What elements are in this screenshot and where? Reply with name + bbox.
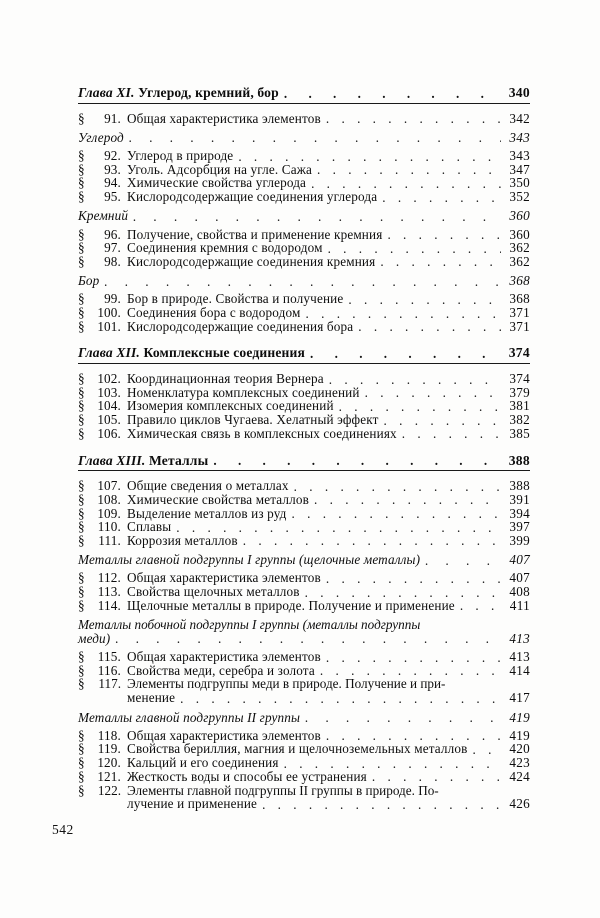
section-121-title: Жесткость воды и способы ее устранения: [127, 768, 367, 784]
section-sign-icon: §: [78, 782, 85, 798]
section-100-label: [78, 306, 301, 319]
section-118-label: [78, 729, 321, 742]
dot-leader: [425, 553, 501, 566]
section-105-title: Правило циклов Чугаева. Хелатный эффект: [127, 412, 379, 428]
group-bor-title: Бор: [78, 273, 100, 289]
chapter-xiii-prefix: Глава XIII.: [78, 452, 146, 468]
group-metally-glavnoy-1[interactable]: [78, 553, 530, 566]
section-92-label: [78, 149, 233, 162]
section-sign-icon: §: [78, 570, 85, 586]
section-102-title: Координационная теория Вернера: [127, 371, 324, 387]
section-sign-icon: §: [78, 425, 85, 441]
section-120-page-number: 423: [509, 755, 530, 771]
section-sign-icon: §: [78, 384, 85, 400]
dot-leader: [382, 190, 501, 203]
dot-leader: [294, 479, 501, 492]
group-metally-pobochnoy-1-line-1: Металлы побочной подгруппы I группы (металлы подгруппы: [78, 616, 421, 632]
section-96[interactable]: [78, 228, 530, 241]
section-110-label: [78, 520, 171, 533]
chapter-xi-prefix: Глава XI.: [78, 85, 135, 100]
section-116-title: Свойства меди, серебра и золота: [127, 662, 315, 678]
group-kremniy-title: Кремний: [78, 208, 129, 224]
section-120-number: 120.: [97, 755, 121, 771]
section-107-label: [78, 479, 289, 492]
section-sign-icon: §: [78, 110, 85, 126]
section-112[interactable]: [78, 571, 530, 584]
section-93-label: [78, 163, 312, 176]
section-104-label: [78, 399, 334, 412]
section-106[interactable]: [78, 427, 530, 440]
section-96-label: [78, 228, 382, 241]
section-sign-icon: §: [78, 491, 85, 507]
section-96-title: Получение, свойства и применение кремния: [127, 226, 383, 242]
section-109-page-number: 394: [509, 505, 530, 521]
dot-leader: [284, 86, 501, 100]
section-sign-icon: §: [78, 148, 85, 163]
section-sign-icon: §: [78, 676, 85, 692]
section-111-number: 111.: [98, 532, 121, 548]
dot-leader: [372, 770, 501, 783]
section-103-title: Номенклатура комплексных соединений: [127, 384, 360, 400]
section-116-page-number: 414: [509, 662, 530, 678]
section-117-number: 117.: [98, 676, 121, 692]
section-103-label: [78, 386, 360, 399]
dot-leader: [262, 797, 501, 810]
section-98-label: [78, 255, 375, 268]
section-sign-icon: §: [78, 532, 85, 548]
group-bor[interactable]: [78, 274, 530, 287]
section-102-label: [78, 372, 324, 385]
chapter-xi[interactable]: [78, 86, 530, 100]
dot-leader: [305, 585, 501, 598]
section-122-page-number: 426: [509, 796, 530, 812]
section-108-title: Химические свойства металлов: [127, 491, 309, 507]
dot-leader: [115, 632, 501, 645]
dot-leader: [104, 274, 501, 287]
section-117-title-part-2: менение: [127, 690, 176, 706]
group-kremniy[interactable]: [78, 209, 530, 222]
section-115-number: 115.: [97, 649, 121, 665]
dot-leader: [387, 228, 501, 241]
dot-leader: [402, 427, 501, 440]
dot-leader: [326, 112, 501, 125]
section-111-title: Коррозия металлов: [127, 532, 238, 548]
section-sign-icon: §: [78, 291, 85, 307]
section-94-title: Химические свойства углерода: [127, 175, 307, 191]
section-122-line-2-row: [78, 797, 530, 810]
chapter-xi-page-number: 340: [508, 85, 530, 100]
section-114-number: 114.: [97, 597, 121, 613]
section-106-page-number: 385: [509, 425, 530, 441]
section-sign-icon: §: [78, 175, 85, 191]
section-sign-icon: §: [78, 505, 85, 521]
section-104-page-number: 381: [509, 398, 530, 414]
section-98[interactable]: [78, 255, 530, 268]
dot-leader: [129, 131, 501, 144]
chapter-xii-prefix: Глава XII.: [78, 345, 140, 361]
section-119-page-number: 420: [509, 741, 530, 757]
section-121-number: 121.: [97, 768, 121, 784]
dot-leader: [384, 413, 501, 426]
section-121[interactable]: [78, 770, 530, 783]
chapter-xii-label: [78, 346, 305, 360]
section-109-label: [78, 507, 287, 520]
section-108[interactable]: [78, 493, 530, 506]
section-sign-icon: §: [78, 398, 85, 414]
section-105[interactable]: [78, 413, 530, 426]
section-99-page-number: 368: [509, 291, 530, 307]
section-103-page-number: 379: [509, 384, 530, 400]
section-98-title: Кислородсодержащие соединения кремния: [127, 253, 376, 269]
section-94-label: [78, 176, 306, 189]
section-111-page-number: 399: [509, 532, 530, 548]
section-97[interactable]: [78, 241, 530, 254]
section-sign-icon: §: [78, 240, 85, 256]
chapter-divider-rule: [78, 363, 530, 364]
section-103-number: 103.: [97, 384, 121, 400]
section-120-title: Кальций и его соединения: [127, 755, 279, 771]
section-97-number: 97.: [104, 240, 121, 256]
section-92[interactable]: [78, 149, 530, 162]
group-metally-glavnoy-1-title: Металлы главной подгруппы I группы (щелочные металлы): [78, 552, 421, 568]
dot-leader: [365, 386, 501, 399]
section-92-number: 92.: [104, 148, 121, 163]
section-117-page-number: 417: [509, 690, 530, 706]
section-97-label: [78, 241, 323, 254]
section-118-number: 118.: [97, 727, 121, 743]
dot-leader: [176, 520, 501, 533]
section-120-label: [78, 756, 279, 769]
section-101-label: [78, 320, 353, 333]
section-105-number: 105.: [97, 412, 121, 428]
section-sign-icon: §: [78, 253, 85, 269]
section-104-number: 104.: [97, 398, 121, 414]
section-116-label: [78, 664, 315, 677]
dot-leader: [310, 346, 501, 360]
section-91[interactable]: [78, 112, 530, 125]
section-93-title: Уголь. Адсорбция на угле. Сажа: [127, 161, 313, 177]
group-metally-glavnoy-2[interactable]: [78, 711, 530, 724]
section-112-title: Общая характеристика элементов: [127, 570, 321, 586]
group-kremniy-page-number: 360: [509, 208, 530, 224]
section-111-label: [78, 534, 238, 547]
section-sign-icon: §: [78, 649, 85, 665]
dot-leader: [243, 534, 501, 547]
section-117[interactable]: [78, 677, 530, 704]
chapter-divider-rule: [78, 470, 530, 471]
group-metally-glavnoy-2-title: Металлы главной подгруппы II группы: [78, 709, 301, 725]
section-118[interactable]: [78, 729, 530, 742]
section-112-label: [78, 571, 321, 584]
section-107-page-number: 388: [509, 478, 530, 494]
section-116-number: 116.: [97, 662, 121, 678]
section-115[interactable]: [78, 650, 530, 663]
section-95-page-number: 352: [509, 189, 530, 205]
section-99-label: [78, 292, 343, 305]
section-sign-icon: §: [78, 755, 85, 771]
dot-leader: [472, 742, 501, 755]
dot-leader: [238, 149, 501, 162]
section-115-title: Общая характеристика элементов: [127, 649, 321, 665]
dot-leader: [314, 493, 501, 506]
group-bor-page-number: 368: [509, 273, 530, 289]
group-metally-pobochnoy-1[interactable]: [78, 618, 530, 645]
dot-leader: [348, 292, 501, 305]
section-sign-icon: §: [78, 161, 85, 177]
dot-leader: [213, 454, 501, 468]
section-118-page-number: 419: [509, 727, 530, 743]
dot-leader: [358, 320, 501, 333]
section-107-number: 107.: [97, 478, 121, 494]
section-99[interactable]: [78, 292, 530, 305]
section-108-label: [78, 493, 309, 506]
section-104[interactable]: [78, 399, 530, 412]
dot-leader: [329, 372, 501, 385]
section-122-line-1: [78, 784, 530, 798]
section-94[interactable]: [78, 176, 530, 189]
section-103[interactable]: [78, 386, 530, 399]
section-94-number: 94.: [104, 175, 121, 191]
section-93-number: 93.: [104, 161, 121, 177]
section-93-page-number: 347: [509, 161, 530, 177]
section-sign-icon: §: [78, 226, 85, 242]
section-95-title: Кислородсодержащие соединения углерода: [127, 189, 378, 205]
section-96-page-number: 360: [509, 226, 530, 242]
section-106-label: [78, 427, 397, 440]
section-94-page-number: 350: [509, 175, 530, 191]
section-121-label: [78, 770, 367, 783]
section-111[interactable]: [78, 534, 530, 547]
group-metally-glavnoy-2-page-number: 419: [509, 709, 530, 725]
section-95-number: 95.: [104, 189, 121, 205]
section-96-number: 96.: [104, 226, 121, 242]
section-110-page-number: 397: [509, 519, 530, 535]
section-99-number: 99.: [104, 291, 121, 307]
table-of-contents: [78, 86, 530, 811]
chapter-xii-page-number: 374: [508, 345, 530, 361]
dot-leader: [180, 691, 501, 704]
dot-leader: [133, 209, 501, 222]
section-97-title: Соединения кремния с водородом: [127, 240, 323, 256]
chapter-divider-rule: [78, 103, 530, 104]
section-91-number: 91.: [104, 110, 121, 126]
section-117-line-2-row: [78, 691, 530, 704]
section-100-page-number: 371: [509, 305, 530, 321]
section-109[interactable]: [78, 507, 530, 520]
section-95-label: [78, 190, 377, 203]
section-113-page-number: 408: [509, 584, 530, 600]
dot-leader: [284, 756, 501, 769]
group-metally-pobochnoy-1-line-2-row: [78, 632, 530, 645]
section-106-title: Химическая связь в комплексных соединениях: [127, 425, 397, 441]
section-114-title: Щелочные металлы в природе. Получение и применение: [127, 597, 455, 613]
chapter-xiii-title: Металлы: [145, 452, 209, 468]
chapter-xii[interactable]: [78, 346, 530, 360]
dot-leader: [328, 241, 501, 254]
section-104-title: Изомерия комплексных соединений: [127, 398, 334, 414]
section-117-title-part-1: Элементы подгруппы меди в природе. Получение и при-: [127, 676, 446, 692]
section-101[interactable]: [78, 320, 530, 333]
section-102-page-number: 374: [509, 371, 530, 387]
section-sign-icon: §: [78, 371, 85, 387]
chapter-xiii-page-number: 388: [508, 452, 530, 468]
section-122-number: 122.: [97, 782, 121, 798]
section-93[interactable]: [78, 163, 530, 176]
section-sign-icon: §: [78, 412, 85, 428]
section-sign-icon: §: [78, 189, 85, 205]
section-117-line-1: [78, 677, 530, 691]
section-110[interactable]: [78, 520, 530, 533]
section-115-page-number: 413: [509, 649, 530, 665]
dot-leader: [326, 571, 501, 584]
dot-leader: [460, 599, 501, 612]
section-sign-icon: §: [78, 584, 85, 600]
dot-leader: [326, 729, 501, 742]
section-113-label: [78, 585, 300, 598]
section-122-title-part-1: Элементы главной подгруппы II группы в природе. По-: [127, 782, 439, 798]
section-91-label: [78, 112, 321, 125]
section-108-page-number: 391: [509, 491, 530, 507]
section-121-page-number: 424: [509, 768, 530, 784]
dot-leader: [380, 255, 501, 268]
dot-leader: [320, 664, 501, 677]
section-114-page-number: 411: [509, 597, 530, 613]
section-122-title-part-2: лучение и применение: [127, 796, 258, 812]
section-114[interactable]: [78, 599, 530, 612]
section-98-number: 98.: [104, 253, 121, 269]
section-105-label: [78, 413, 379, 426]
section-100-number: 100.: [97, 305, 121, 321]
section-120[interactable]: [78, 756, 530, 769]
section-119-title: Свойства бериллия, магния и щелочноземельных металлов: [127, 741, 468, 757]
section-sign-icon: §: [78, 597, 85, 613]
chapter-xii-title: Комплексные соединения: [139, 345, 305, 361]
section-110-title: Сплавы: [127, 519, 172, 535]
section-118-title: Общая характеристика элементов: [127, 727, 321, 743]
section-98-page-number: 362: [509, 253, 530, 269]
section-112-number: 112.: [97, 570, 121, 586]
dot-leader: [306, 306, 502, 319]
section-99-title: Бор в природе. Свойства и получение: [127, 291, 344, 307]
section-sign-icon: §: [78, 662, 85, 678]
chapter-xiii[interactable]: [78, 454, 530, 468]
section-101-number: 101.: [97, 318, 121, 334]
section-106-number: 106.: [97, 425, 121, 441]
section-sign-icon: §: [78, 478, 85, 494]
section-sign-icon: §: [78, 318, 85, 334]
section-92-page-number: 343: [509, 148, 530, 163]
group-metally-pobochnoy-1-line-2: меди): [78, 630, 111, 646]
section-108-number: 108.: [97, 491, 121, 507]
section-122[interactable]: [78, 784, 530, 811]
section-sign-icon: §: [78, 305, 85, 321]
section-110-number: 110.: [97, 519, 121, 535]
chapter-xi-title: Углерод, кремний, бор: [134, 85, 279, 100]
section-116[interactable]: [78, 664, 530, 677]
section-112-page-number: 407: [509, 570, 530, 586]
section-114-label: [78, 599, 455, 612]
section-100-title: Соединения бора с водородом: [127, 305, 301, 321]
dot-leader: [317, 163, 501, 176]
section-91-title: Общая характеристика элементов: [127, 110, 321, 126]
dot-leader: [326, 650, 501, 663]
section-sign-icon: §: [78, 768, 85, 784]
section-97-page-number: 362: [509, 240, 530, 256]
chapter-xiii-label: [78, 454, 208, 468]
section-113-number: 113.: [97, 584, 121, 600]
section-109-title: Выделение металлов из руд: [127, 505, 287, 521]
section-91-page-number: 342: [509, 110, 530, 126]
section-119-number: 119.: [97, 741, 121, 757]
section-95[interactable]: [78, 190, 530, 203]
section-sign-icon: §: [78, 519, 85, 535]
section-100[interactable]: [78, 306, 530, 319]
section-113[interactable]: [78, 585, 530, 598]
section-119-label: [78, 742, 467, 755]
section-115-label: [78, 650, 321, 663]
section-sign-icon: §: [78, 741, 85, 757]
section-102-number: 102.: [97, 371, 121, 387]
group-uglerod-page-number: 343: [509, 129, 530, 145]
section-119[interactable]: [78, 742, 530, 755]
dot-leader: [292, 507, 502, 520]
section-102[interactable]: [78, 372, 530, 385]
dot-leader: [305, 711, 501, 724]
group-metally-glavnoy-1-page-number: 407: [509, 552, 530, 568]
group-uglerod[interactable]: [78, 131, 530, 144]
group-uglerod-title: Углерод: [78, 129, 124, 145]
dot-leader: [311, 176, 501, 189]
group-metally-pobochnoy-1-page-number: 413: [509, 630, 530, 646]
chapter-xi-label: [78, 86, 279, 100]
section-107-title: Общие сведения о металлах: [127, 478, 289, 494]
section-101-title: Кислородсодержащие соединения бора: [127, 318, 354, 334]
dot-leader: [339, 399, 501, 412]
section-113-title: Свойства щелочных металлов: [127, 584, 300, 600]
section-92-title: Углерод в природе: [127, 148, 234, 163]
section-101-page-number: 371: [509, 318, 530, 334]
section-sign-icon: §: [78, 727, 85, 743]
section-109-number: 109.: [97, 505, 121, 521]
section-105-page-number: 382: [509, 412, 530, 428]
page-folio: 542: [52, 822, 74, 837]
section-107[interactable]: [78, 479, 530, 492]
